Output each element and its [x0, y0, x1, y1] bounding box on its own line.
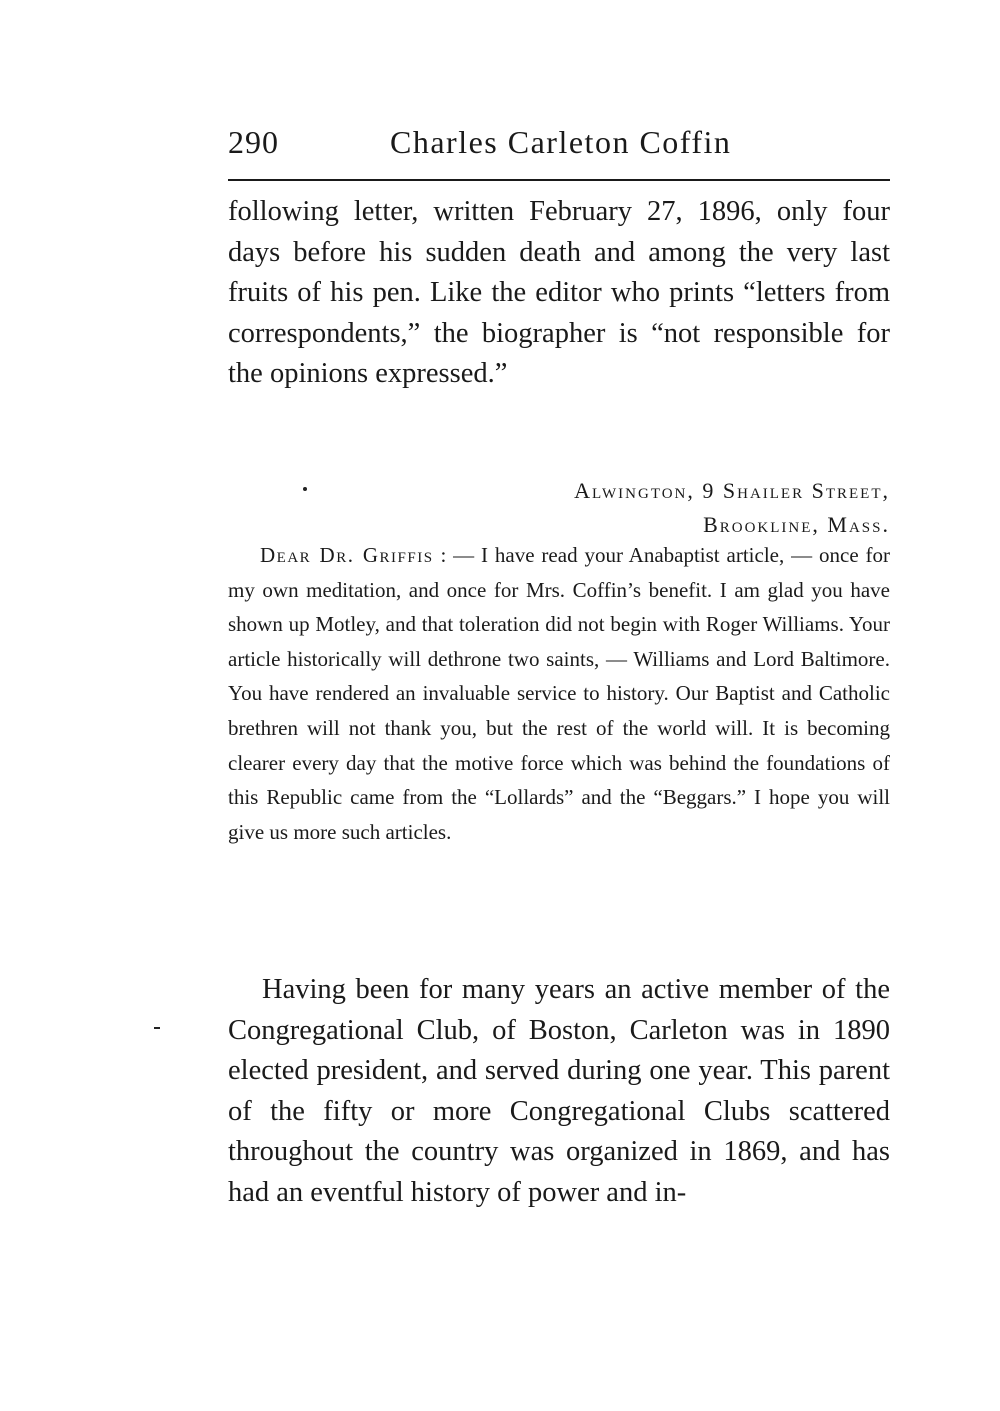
paragraph-intro: following letter, written February 27, 1896, only four days before his sudden death and among the very last fruits of his pen. Like the editor who prints “letters from correspondents,” the biographer is “not responsible for the opinions expressed.”: [228, 196, 890, 390]
letter-body: : — I have read your Anabaptist article, — once for my own meditation, and once for Mrs. Coffin’s benefit. I am glad you have shown up Motley, and that toleration did not begin with Roger Williams. Your article historically will dethrone two saints, — Williams and Lord Baltimore. You have rendered an invaluable service to history. Our Baptist and Catholic brethren will not thank you, but the rest of the world will. It is becoming clearer every day that the motive force which was behind the foundations of this Republic came from the “Lollards” and the “Beggars.” I hope you will give us more such articles.: [228, 543, 891, 844]
stray-dot-mark: [303, 487, 307, 491]
quoted-letter: [228, 538, 890, 849]
running-header: [228, 124, 890, 172]
running-title: Charles Carleton Coffin: [390, 124, 732, 160]
letter-salutation: Dear Dr. Griffis: [260, 543, 434, 567]
letter-address-line-2: Brookline, Mass.: [703, 512, 890, 537]
header-rule: [228, 179, 890, 181]
page-number: 290: [228, 124, 279, 160]
letter-address-line-1: Alwington, 9 Shailer Street,: [574, 478, 890, 503]
paragraph-congregational-club: Having been for many years an active member of the Congregational Club, of Boston, Carleton was in 1890 elected president, and served during one year. This parent of the fifty or more Congregational Clubs scattered throughout the country was organized in 1869, and has had an eventful history of power and in-: [228, 974, 890, 1208]
stray-dash-mark: [154, 1027, 160, 1029]
